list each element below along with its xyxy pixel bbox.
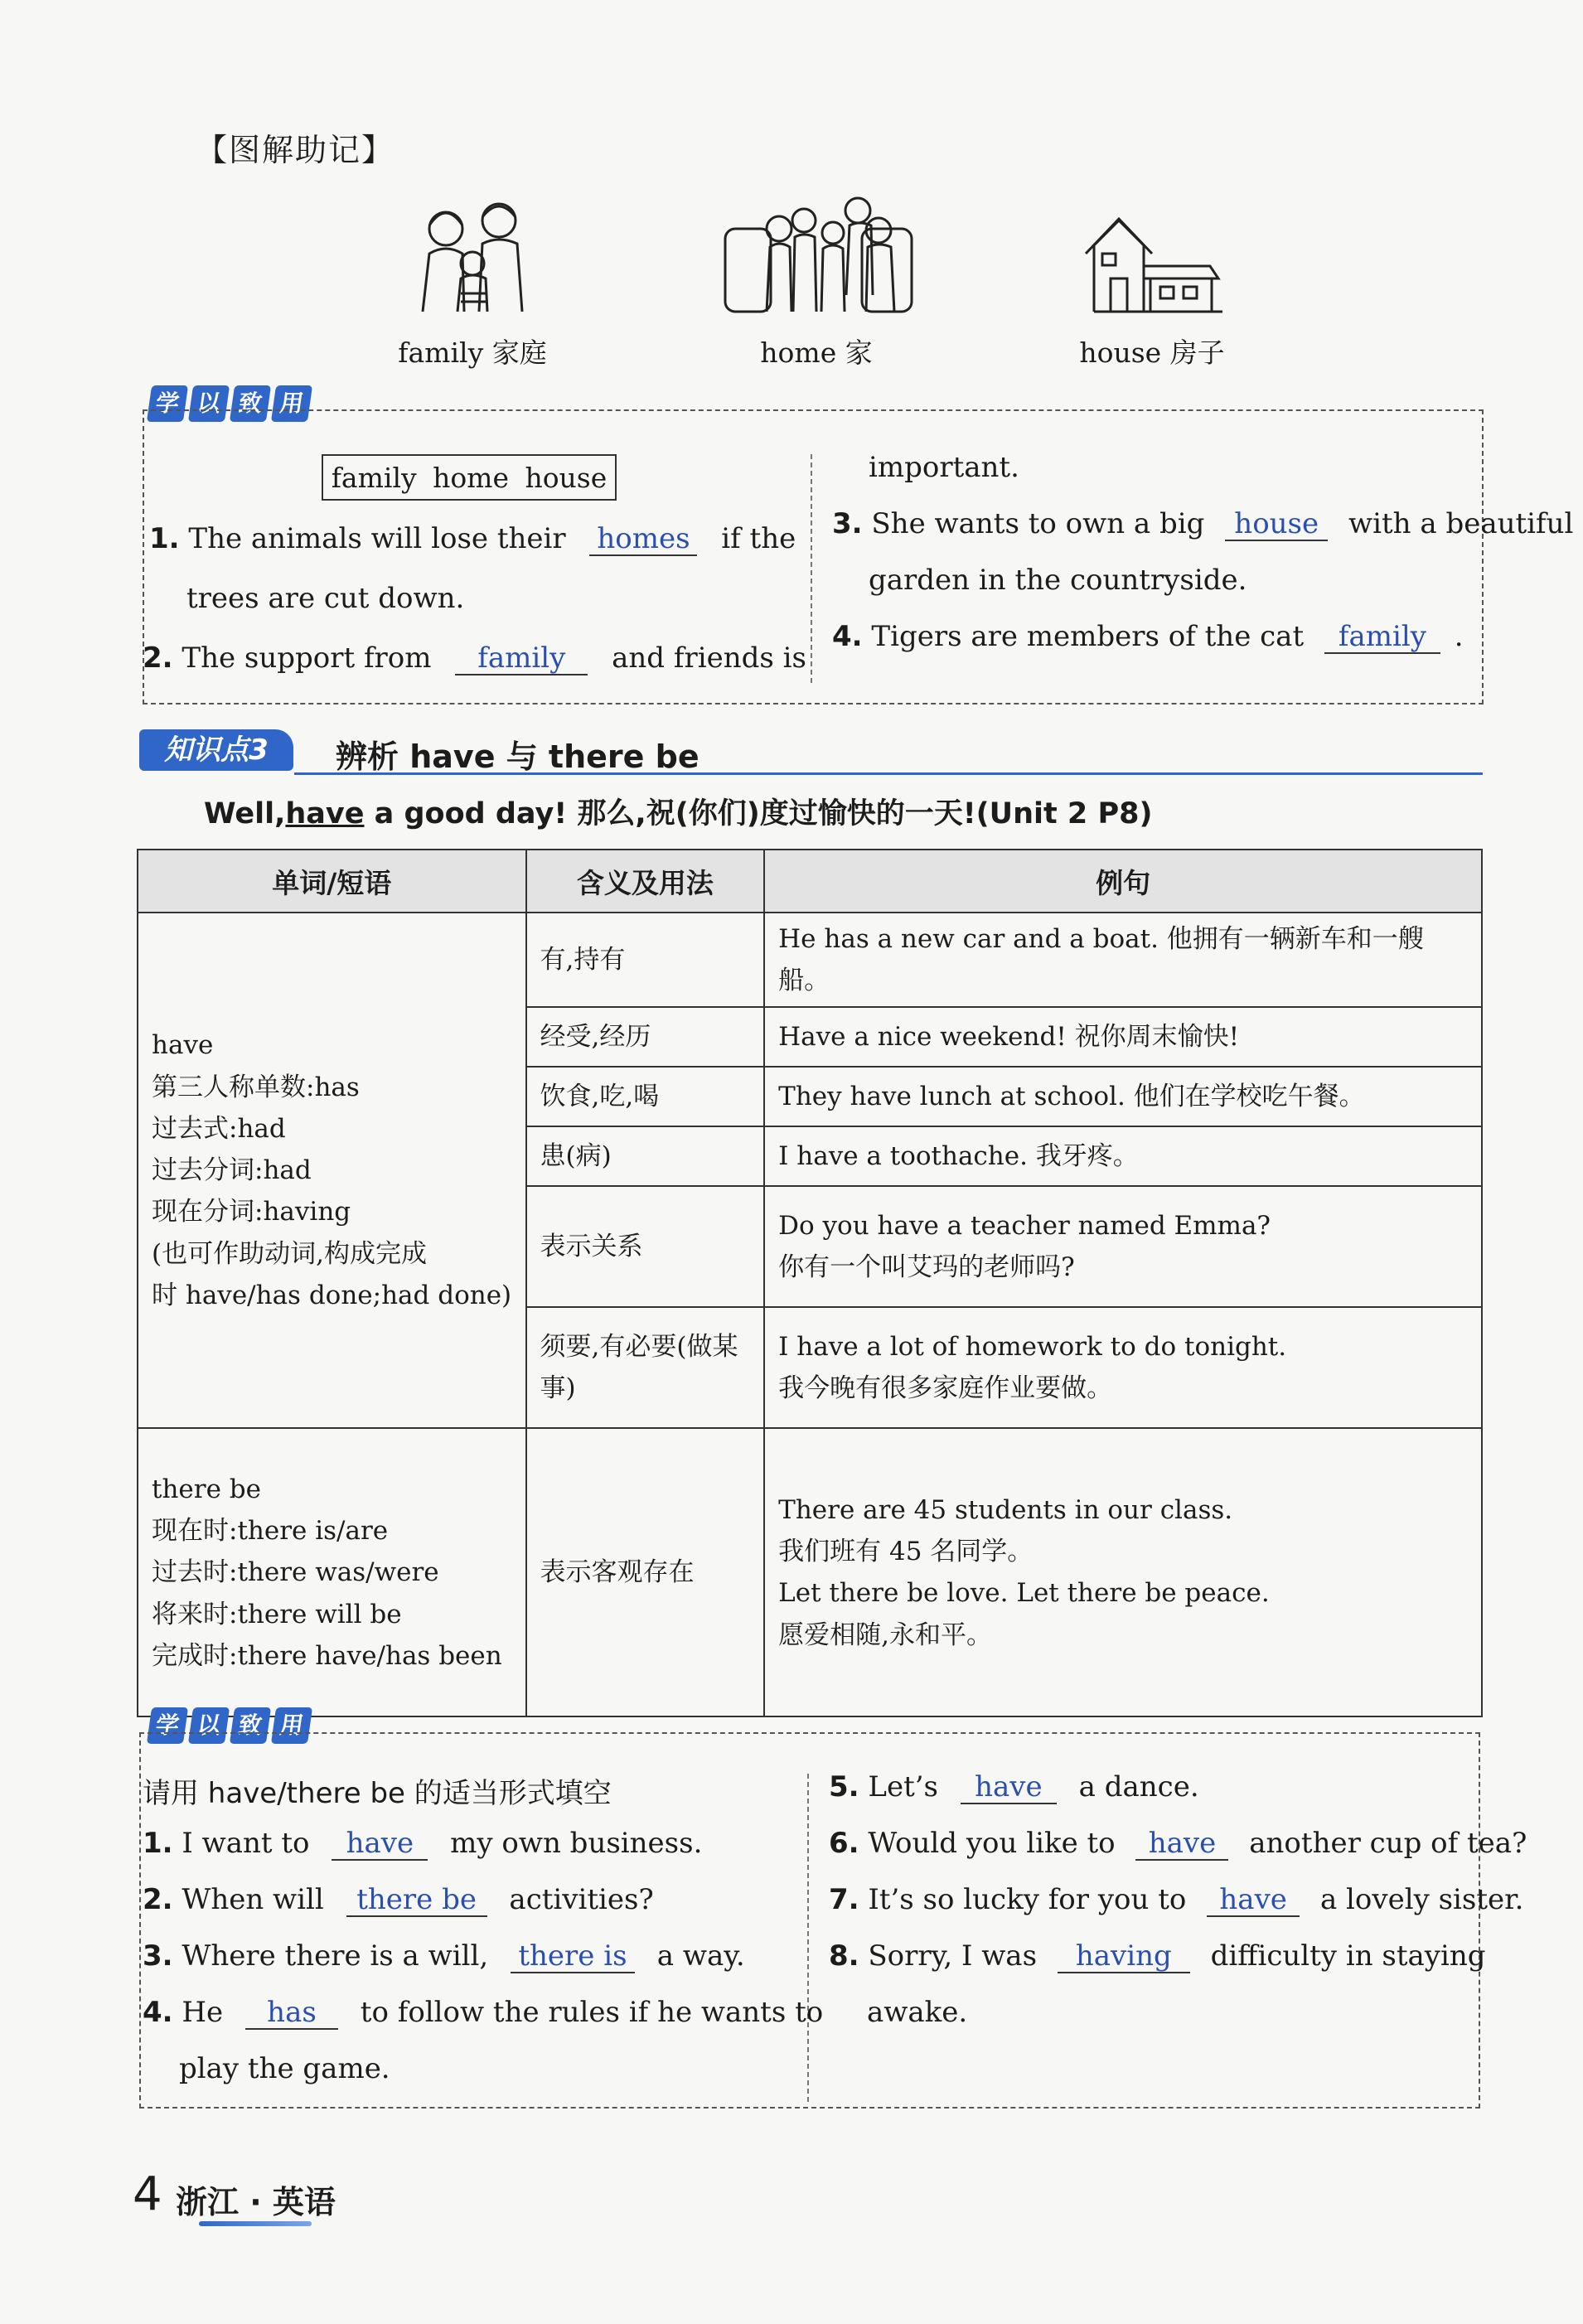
question-text: difficulty in staying: [1210, 1939, 1486, 1973]
question-text: my own business.: [450, 1827, 703, 1860]
example-line: I have a lot of homework to do tonight.: [778, 1332, 1287, 1363]
question-text: Would you like to: [868, 1827, 1116, 1860]
example-line: Do you have a teacher named Emma?: [778, 1211, 1271, 1242]
footer-title: 浙江 · 英语: [176, 2184, 336, 2220]
form-line: 现在时:there is/are: [152, 1516, 389, 1547]
badge-char: 以: [188, 385, 230, 422]
example-line: There are 45 students in our class.: [778, 1495, 1233, 1525]
banner-highlight: have: [285, 797, 365, 830]
meaning-cell: 患(病): [526, 1126, 765, 1186]
word-bank: [322, 454, 617, 501]
badge-char: 学: [147, 1707, 188, 1744]
home-icon: [717, 196, 916, 320]
illustration-family: [348, 196, 597, 370]
ex1-question-3: [832, 507, 1573, 541]
meaning-cell: 须要,有必要(做某事): [526, 1307, 765, 1428]
ex1-question-3-cont: garden in the countryside.: [869, 564, 1247, 597]
form-line: 时 have/has done;had done): [152, 1280, 512, 1310]
question-number: 4.: [143, 1996, 173, 2029]
question-text: He: [182, 1996, 224, 2029]
example-line: 你有一个叫艾玛的老师吗?: [778, 1252, 1075, 1283]
example-cell: He has a new car and a boat. 他拥有一辆新车和一艘船。: [764, 913, 1482, 1007]
column-divider: [811, 454, 812, 683]
meaning-cell: 表示关系: [526, 1186, 765, 1307]
example-line: 我们班有 45 名同学。: [778, 1537, 1034, 1567]
answer-blank[interactable]: have: [332, 1828, 428, 1861]
question-text: a way.: [656, 1939, 745, 1973]
question-text: She wants to own a big: [871, 507, 1205, 540]
ex2-question-4-cont: play the game.: [179, 2052, 390, 2085]
example-cell: Have a nice weekend! 祝你周末愉快!: [764, 1007, 1482, 1067]
word-bank-item: home: [433, 461, 510, 494]
meaning-cell: 表示客观存在: [526, 1428, 765, 1716]
ex2-question-1: [143, 1827, 702, 1861]
question-text: a dance.: [1078, 1770, 1199, 1804]
ex2-question-3: [143, 1939, 745, 1973]
table-header: 单词/短语: [138, 850, 526, 913]
word-bank-item: house: [525, 461, 608, 494]
example-line: Let there be love. Let there be peace.: [778, 1578, 1270, 1609]
question-text: activities?: [509, 1883, 654, 1916]
ex1-question-2: [143, 642, 806, 675]
table-header-row: [138, 850, 1482, 913]
question-text: I want to: [182, 1827, 310, 1860]
question-text: to follow the rules if he wants to: [360, 1996, 824, 2029]
badge-char: 致: [230, 385, 271, 422]
form-line: 第三人称单数:has: [152, 1072, 360, 1102]
knowledge-point-label: 知识点3: [139, 729, 293, 771]
example-banner: [204, 791, 1152, 832]
question-text: a lovely sister.: [1319, 1883, 1524, 1916]
question-text: Tigers are members of the cat: [871, 620, 1305, 653]
meaning-cell: 饮食,吃,喝: [526, 1067, 765, 1126]
ex2-question-8: [829, 1939, 1486, 1973]
badge-char: 致: [230, 1707, 271, 1744]
illustration-house: [1028, 196, 1276, 370]
form-line: 过去时:there was/were: [152, 1557, 439, 1588]
table-row: [138, 1428, 1482, 1716]
question-text: Sorry, I was: [868, 1939, 1038, 1973]
question-number: 3.: [143, 1939, 173, 1973]
question-text: .: [1454, 620, 1464, 653]
answer-blank[interactable]: family: [455, 643, 588, 675]
answer-blank[interactable]: have: [1207, 1885, 1300, 1917]
page-number: 4: [133, 2167, 162, 2221]
example-line: 愿爱相随,永和平。: [778, 1620, 992, 1650]
ex2-question-7: [829, 1883, 1524, 1917]
word-bank-item: family: [331, 461, 417, 494]
ex1-question-1: [149, 522, 796, 556]
table-header: 例句: [764, 850, 1482, 913]
question-number: 2.: [143, 642, 173, 675]
have-forms-cell: [138, 913, 526, 1428]
question-text: It’s so lucky for you to: [868, 1883, 1187, 1916]
form-line: 过去分词:had: [152, 1155, 312, 1186]
section-title: 【图解助记】: [196, 132, 395, 168]
question-number: 8.: [829, 1939, 859, 1973]
knowledge-point-rule: [294, 772, 1483, 775]
form-line: have: [152, 1030, 214, 1061]
knowledge-point-title: 辨析 have 与 there be: [336, 738, 700, 775]
form-line: 过去式:had: [152, 1113, 286, 1144]
table-header: 含义及用法: [526, 850, 765, 913]
banner-text: a good day! 那么,祝(你们)度过愉快的一天!(Unit 2 P8): [364, 797, 1153, 830]
question-text: Where there is a will,: [182, 1939, 489, 1973]
ex2-question-5: [829, 1770, 1199, 1804]
question-number: 1.: [143, 1827, 173, 1860]
example-cell: [764, 1186, 1482, 1307]
answer-blank[interactable]: house: [1225, 509, 1328, 541]
question-number: 7.: [829, 1883, 859, 1916]
ex2-question-8-cont: awake.: [867, 1996, 968, 2029]
example-cell: I have a toothache. 我牙疼。: [764, 1126, 1482, 1186]
ex1-question-1-cont: trees are cut down.: [186, 582, 465, 615]
question-text: The support from: [182, 642, 432, 675]
question-text: if the: [721, 522, 796, 555]
form-line: (也可作助动词,构成完成: [152, 1238, 427, 1269]
example-cell: They have lunch at school. 他们在学校吃午餐。: [764, 1067, 1482, 1126]
answer-blank[interactable]: has: [245, 1997, 338, 2030]
ex2-question-4: [143, 1996, 823, 2030]
question-text: and friends is: [612, 642, 806, 675]
badge-char: 学: [147, 385, 188, 422]
illustration-caption: house 房子: [1079, 336, 1225, 369]
answer-blank[interactable]: there is: [511, 1941, 635, 1973]
illustration-caption: family 家庭: [398, 336, 547, 369]
meaning-cell: 有,持有: [526, 913, 765, 1007]
ex2-question-6: [829, 1827, 1527, 1861]
illustration-home: [692, 196, 941, 370]
comparison-table: [137, 849, 1483, 1717]
footer-accent-bar: [199, 2221, 312, 2226]
meaning-cell: 经受,经历: [526, 1007, 765, 1067]
question-text: When will: [182, 1883, 324, 1916]
answer-blank[interactable]: homes: [589, 524, 697, 556]
question-text: another cup of tea?: [1249, 1827, 1527, 1860]
illustration-caption: home 家: [760, 336, 873, 369]
table-row: [138, 913, 1482, 1007]
form-line: 现在分词:having: [152, 1197, 351, 1227]
ex2-instruction: 请用 have/there be 的适当形式填空: [143, 1777, 612, 1810]
question-number: 3.: [832, 507, 863, 540]
question-number: 1.: [149, 522, 180, 555]
badge-char: 用: [271, 1707, 312, 1744]
ex2-question-2: [143, 1883, 654, 1917]
question-text: Let’s: [868, 1770, 939, 1804]
answer-blank[interactable]: have: [961, 1772, 1057, 1804]
answer-blank[interactable]: have: [1135, 1828, 1228, 1861]
column-divider: [807, 1774, 809, 2102]
question-number: 4.: [832, 620, 863, 653]
ex1-question-4: [832, 620, 1464, 654]
question-text: The animals will lose their: [188, 522, 566, 555]
example-cell: [764, 1307, 1482, 1428]
badge-char: 以: [188, 1707, 230, 1744]
form-line: 将来时:there will be: [152, 1599, 402, 1629]
answer-blank[interactable]: family: [1324, 622, 1440, 654]
example-line: 我今晚有很多家庭作业要做。: [778, 1373, 1113, 1404]
question-number: 2.: [143, 1883, 173, 1916]
question-number: 6.: [829, 1827, 859, 1860]
house-icon: [1077, 196, 1227, 320]
family-icon: [406, 196, 539, 320]
example-cell: [764, 1428, 1482, 1716]
question-number: 5.: [829, 1770, 859, 1804]
badge-char: 用: [271, 385, 312, 422]
question-text: with a beautiful: [1348, 507, 1574, 540]
banner-text: Well,: [204, 797, 286, 830]
answer-blank[interactable]: there be: [346, 1885, 487, 1917]
form-line: 完成时:there have/has been: [152, 1640, 502, 1671]
ex1-question-2-cont: important.: [869, 451, 1019, 484]
there-be-forms-cell: [138, 1428, 526, 1716]
answer-blank[interactable]: having: [1058, 1941, 1190, 1973]
form-line: there be: [152, 1474, 261, 1504]
